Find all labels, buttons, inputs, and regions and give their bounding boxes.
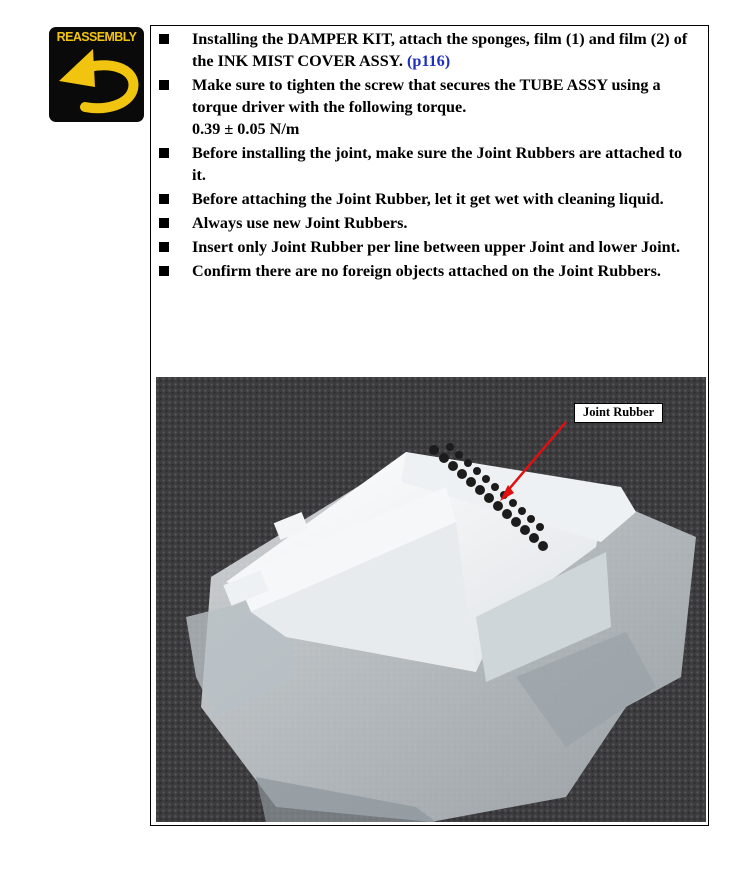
joint-rubber-photo	[156, 377, 706, 822]
note-text: Before attaching the Joint Rubber, let it get wet with cleaning liquid.	[192, 190, 664, 208]
bullet-icon	[159, 242, 169, 252]
note-item	[159, 212, 699, 234]
note-item	[159, 236, 699, 258]
bullet-icon	[159, 148, 169, 158]
notes-list	[159, 28, 699, 284]
note-item	[159, 142, 699, 186]
bullet-icon	[159, 194, 169, 204]
instruction-box	[150, 25, 709, 826]
note-item	[159, 260, 699, 282]
note-text: Make sure to tighten the screw that secures the TUBE ASSY using a torque driver with the following torque.	[192, 76, 661, 116]
note-text: Insert only Joint Rubber per line between upper Joint and lower Joint.	[192, 238, 681, 256]
bullet-icon	[159, 80, 169, 90]
note-item	[159, 28, 699, 72]
joint-rubber-callout: Joint Rubber	[574, 403, 663, 423]
page-reference-link[interactable]: (p116)	[407, 52, 451, 70]
torque-value: 0.39 ± 0.05 N/m	[192, 120, 300, 138]
badge-label: REASSEMBLY	[56, 30, 137, 44]
reassembly-badge	[49, 27, 144, 122]
note-item	[159, 74, 699, 140]
bullet-icon	[159, 34, 169, 44]
note-text: Always use new Joint Rubbers.	[192, 214, 408, 232]
note-text: Confirm there are no foreign objects attached on the Joint Rubbers.	[192, 262, 661, 280]
bullet-icon	[159, 218, 169, 228]
note-text: Before installing the joint, make sure the Joint Rubbers are attached to it.	[192, 144, 683, 184]
note-text: Installing the DAMPER KIT, attach the sponges, film (1) and film (2) of the INK MIST COVER ASSY.	[192, 30, 688, 70]
return-arrow-icon	[49, 45, 144, 122]
bullet-icon	[159, 266, 169, 276]
note-item	[159, 188, 699, 210]
